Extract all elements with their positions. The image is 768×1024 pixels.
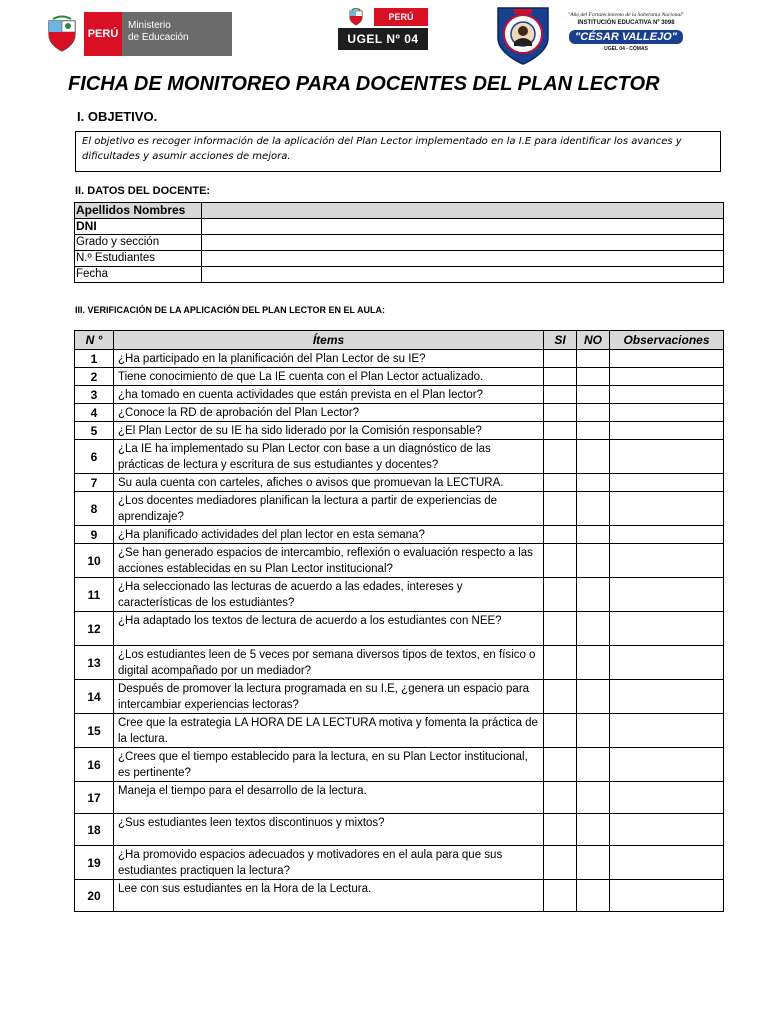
table-row (75, 578, 724, 612)
observaciones-cell[interactable] (610, 782, 724, 814)
field-label: N.º Estudiantes (75, 251, 202, 267)
apellidos-nombres-field[interactable] (202, 203, 724, 219)
si-checkbox-cell[interactable] (544, 814, 577, 846)
ugel-name: UGEL Nº 04 (338, 28, 428, 50)
no-checkbox-cell[interactable] (577, 814, 610, 846)
no-checkbox-cell[interactable] (577, 350, 610, 368)
item-number: 20 (75, 880, 114, 912)
no-checkbox-cell[interactable] (577, 578, 610, 612)
si-checkbox-cell[interactable] (544, 846, 577, 880)
table-row (75, 846, 724, 880)
item-question: Tiene conocimiento de que La IE cuenta con el Plan Lector actualizado. (114, 368, 544, 386)
column-header-si: SI (544, 331, 577, 350)
si-checkbox-cell[interactable] (544, 782, 577, 814)
observaciones-cell[interactable] (610, 526, 724, 544)
grado-seccion-field[interactable] (202, 235, 724, 251)
school-text (552, 12, 700, 52)
item-number: 15 (75, 714, 114, 748)
item-question: ¿Ha adaptado los textos de lectura de acuerdo a los estudiantes con NEE? (114, 612, 544, 646)
table-row (75, 612, 724, 646)
si-checkbox-cell[interactable] (544, 386, 577, 404)
fecha-field[interactable] (202, 267, 724, 283)
observaciones-cell[interactable] (610, 440, 724, 474)
no-checkbox-cell[interactable] (577, 646, 610, 680)
item-question: ¿Se han generado espacios de intercambio, reflexión o evaluación respecto a las acciones establecidas en su Plan Lector institucional? (114, 544, 544, 578)
si-checkbox-cell[interactable] (544, 714, 577, 748)
field-label: Grado y sección (75, 235, 202, 251)
no-checkbox-cell[interactable] (577, 714, 610, 748)
school-name: "CÉSAR VALLEJO" (569, 30, 683, 44)
item-number: 9 (75, 526, 114, 544)
item-number: 5 (75, 422, 114, 440)
observaciones-cell[interactable] (610, 350, 724, 368)
table-row (75, 814, 724, 846)
table-row (75, 714, 724, 748)
item-number: 1 (75, 350, 114, 368)
item-question: Su aula cuenta con carteles, afiches o avisos que promuevan la LECTURA. (114, 474, 544, 492)
column-header-observaciones: Observaciones (610, 331, 724, 350)
section-datos-heading: II. DATOS DEL DOCENTE: (75, 185, 211, 197)
item-number: 14 (75, 680, 114, 714)
item-number: 3 (75, 386, 114, 404)
item-question: ¿Ha planificado actividades del plan lector en esta semana? (114, 526, 544, 544)
teacher-data-table (74, 202, 724, 283)
item-question: ¿Ha participado en la planificación del Plan Lector de su IE? (114, 350, 544, 368)
item-number: 17 (75, 782, 114, 814)
item-number: 2 (75, 368, 114, 386)
section-objetivo-heading: I. OBJETIVO. (77, 109, 158, 124)
dni-field[interactable] (202, 219, 724, 235)
table-row (75, 251, 724, 267)
table-row (75, 646, 724, 680)
item-number: 13 (75, 646, 114, 680)
table-row (75, 880, 724, 912)
item-number: 18 (75, 814, 114, 846)
column-header-number: N ° (75, 331, 114, 350)
section-verificacion-heading: III. VERIFICACIÓN DE LA APLICACIÓN DEL PLAN LECTOR EN EL AULA: (75, 305, 386, 315)
item-question: ¿Ha promovido espacios adecuados y motivadores en el aula para que sus estudiantes practiquen la lectura? (114, 846, 544, 880)
observaciones-cell[interactable] (610, 714, 724, 748)
si-checkbox-cell[interactable] (544, 880, 577, 912)
table-row (75, 474, 724, 492)
observaciones-cell[interactable] (610, 422, 724, 440)
no-checkbox-cell[interactable] (577, 782, 610, 814)
no-checkbox-cell[interactable] (577, 492, 610, 526)
item-question: ¿ha tomado en cuenta actividades que están prevista en el Plan lector? (114, 386, 544, 404)
table-row (75, 544, 724, 578)
table-row (75, 203, 724, 219)
observaciones-cell[interactable] (610, 846, 724, 880)
table-row (75, 235, 724, 251)
school-ie: INSTITUCIÓN EDUCATIVA Nº 3098 (577, 20, 675, 26)
no-checkbox-cell[interactable] (577, 440, 610, 474)
table-row (75, 267, 724, 283)
table-row (75, 368, 724, 386)
table-row (75, 404, 724, 422)
table-row (75, 219, 724, 235)
no-checkbox-cell[interactable] (577, 748, 610, 782)
item-question: Lee con sus estudiantes en la Hora de la Lectura. (114, 880, 544, 912)
minedu-peru-label: PERÚ (84, 12, 122, 56)
item-question: ¿Ha seleccionado las lecturas de acuerdo a las edades, intereses y características de los estudiantes? (114, 578, 544, 612)
observaciones-cell[interactable] (610, 612, 724, 646)
observaciones-cell[interactable] (610, 880, 724, 912)
si-checkbox-cell[interactable] (544, 748, 577, 782)
si-checkbox-cell[interactable] (544, 544, 577, 578)
si-checkbox-cell[interactable] (544, 440, 577, 474)
item-question: ¿El Plan Lector de su IE ha sido liderado por la Comisión responsable? (114, 422, 544, 440)
observaciones-cell[interactable] (610, 386, 724, 404)
observaciones-cell[interactable] (610, 544, 724, 578)
item-number: 12 (75, 612, 114, 646)
si-checkbox-cell[interactable] (544, 680, 577, 714)
table-row (75, 526, 724, 544)
document-header (0, 0, 768, 70)
peru-coat-of-arms-icon (338, 8, 374, 26)
item-question: ¿Conoce la RD de aprobación del Plan Lector? (114, 404, 544, 422)
si-checkbox-cell[interactable] (544, 404, 577, 422)
school-logo (494, 4, 702, 66)
school-badge-icon (494, 4, 552, 66)
objetivo-text: El objetivo es recoger información de la aplicación del Plan Lector implementado en la I.E para identificar los avances y dificultades y asumir acciones de mejora. (75, 131, 721, 172)
item-number: 19 (75, 846, 114, 880)
item-number: 7 (75, 474, 114, 492)
no-checkbox-cell[interactable] (577, 612, 610, 646)
item-number: 8 (75, 492, 114, 526)
item-number: 16 (75, 748, 114, 782)
si-checkbox-cell[interactable] (544, 474, 577, 492)
minedu-line2: de Educación (128, 32, 189, 43)
minedu-line1: Ministerio (128, 20, 171, 31)
item-question: ¿Los estudiantes leen de 5 veces por semana diversos tipos de textos, en físico o digital acompañado por un mediador? (114, 646, 544, 680)
no-checkbox-cell[interactable] (577, 526, 610, 544)
field-label: DNI (75, 219, 202, 235)
si-checkbox-cell[interactable] (544, 368, 577, 386)
no-checkbox-cell[interactable] (577, 474, 610, 492)
item-question: Maneja el tiempo para el desarrollo de la lectura. (114, 782, 544, 814)
observaciones-cell[interactable] (610, 404, 724, 422)
items-table (74, 330, 724, 912)
no-checkbox-cell[interactable] (577, 846, 610, 880)
si-checkbox-cell[interactable] (544, 422, 577, 440)
item-question: ¿Crees que el tiempo establecido para la lectura, en su Plan Lector institucional, es pertinente? (114, 748, 544, 782)
observaciones-cell[interactable] (610, 578, 724, 612)
si-checkbox-cell[interactable] (544, 350, 577, 368)
observaciones-cell[interactable] (610, 492, 724, 526)
table-row (75, 350, 724, 368)
no-checkbox-cell[interactable] (577, 368, 610, 386)
items-body (75, 350, 724, 912)
minedu-logo (40, 12, 232, 56)
table-row (75, 748, 724, 782)
estudiantes-field[interactable] (202, 251, 724, 267)
column-header-items: Ítems (114, 331, 544, 350)
observaciones-cell[interactable] (610, 646, 724, 680)
ugel-peru-label: PERÚ (374, 8, 428, 26)
si-checkbox-cell[interactable] (544, 578, 577, 612)
no-checkbox-cell[interactable] (577, 404, 610, 422)
item-number: 6 (75, 440, 114, 474)
minedu-name (122, 12, 232, 56)
column-header-no: NO (577, 331, 610, 350)
table-row (75, 782, 724, 814)
school-ugel: UGEL 04 - COMAS (604, 46, 648, 52)
no-checkbox-cell[interactable] (577, 880, 610, 912)
field-label: Fecha (75, 267, 202, 283)
si-checkbox-cell[interactable] (544, 492, 577, 526)
item-number: 11 (75, 578, 114, 612)
no-checkbox-cell[interactable] (577, 386, 610, 404)
si-checkbox-cell[interactable] (544, 646, 577, 680)
table-row (75, 386, 724, 404)
si-checkbox-cell[interactable] (544, 526, 577, 544)
table-header-row (75, 331, 724, 350)
observaciones-cell[interactable] (610, 814, 724, 846)
observaciones-cell[interactable] (610, 368, 724, 386)
item-question: ¿Sus estudiantes leen textos discontinuos y mixtos? (114, 814, 544, 846)
table-row (75, 492, 724, 526)
no-checkbox-cell[interactable] (577, 422, 610, 440)
item-number: 4 (75, 404, 114, 422)
ugel-logo (338, 8, 428, 50)
item-question: Cree que la estrategia LA HORA DE LA LECTURA motiva y fomenta la práctica de la lectura. (114, 714, 544, 748)
table-row (75, 422, 724, 440)
field-label: Apellidos Nombres (75, 203, 202, 219)
item-question: Después de promover la lectura programada en su I.E, ¿genera un espacio para intercambiar experiencias lectoras? (114, 680, 544, 714)
observaciones-cell[interactable] (610, 474, 724, 492)
table-row (75, 680, 724, 714)
page-title: FICHA DE MONITOREO PARA DOCENTES DEL PLAN LECTOR (68, 73, 660, 95)
table-row (75, 440, 724, 474)
peru-coat-of-arms-icon (40, 12, 84, 56)
no-checkbox-cell[interactable] (577, 680, 610, 714)
observaciones-cell[interactable] (610, 680, 724, 714)
item-number: 10 (75, 544, 114, 578)
item-question: ¿Los docentes mediadores planifican la lectura a partir de experiencias de aprendizaje? (114, 492, 544, 526)
school-motto: "Año del Fortalecimiento de la Soberanía Nacional" (567, 12, 685, 18)
no-checkbox-cell[interactable] (577, 544, 610, 578)
si-checkbox-cell[interactable] (544, 612, 577, 646)
item-question: ¿La IE ha implementado su Plan Lector con base a un diagnóstico de las prácticas de lectura y escritura de sus estudiantes y docentes? (114, 440, 544, 474)
observaciones-cell[interactable] (610, 748, 724, 782)
